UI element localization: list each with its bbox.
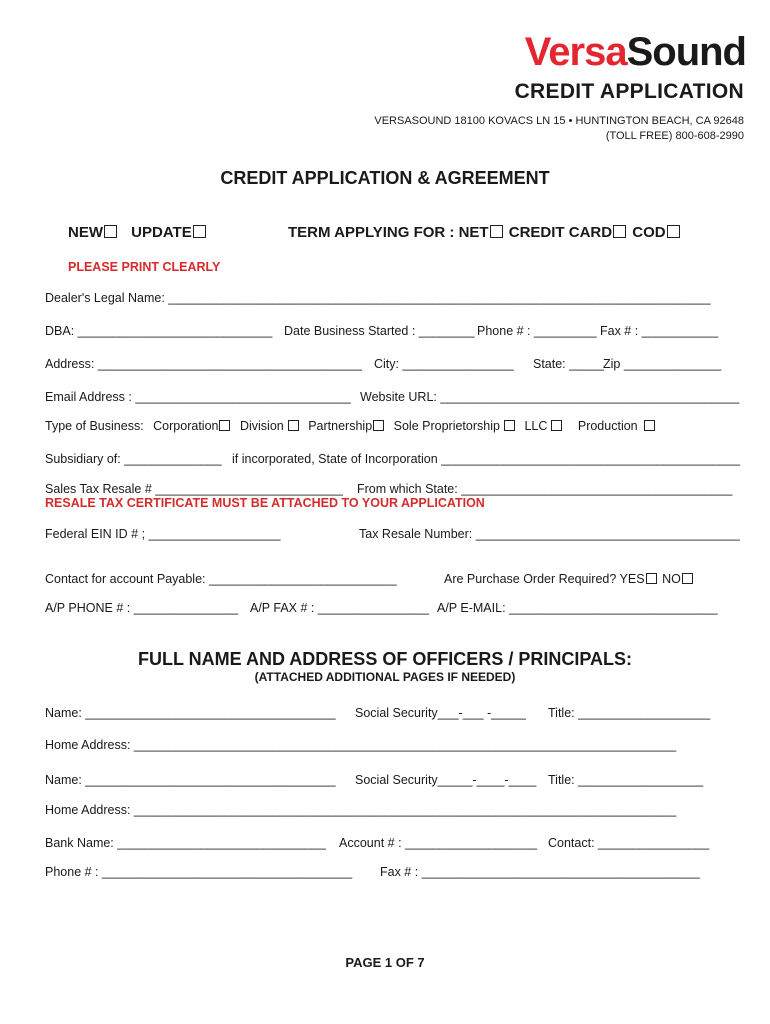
- date-started-field[interactable]: Date Business Started : ________: [284, 324, 475, 338]
- cod-checkbox[interactable]: [667, 225, 680, 238]
- division-checkbox[interactable]: [288, 420, 299, 431]
- llc-label: LLC: [524, 419, 548, 433]
- resale-certificate-note: RESALE TAX CERTIFICATE MUST BE ATTACHED TO YOUR APPLICATION: [45, 496, 485, 510]
- bank-phone-field[interactable]: Phone # : ____________________________________: [45, 865, 353, 879]
- tax-resale-number-field[interactable]: Tax Resale Number: ______________________________________: [359, 527, 740, 541]
- po-no-checkbox[interactable]: [682, 573, 693, 584]
- bank-contact-field[interactable]: Contact: ________________: [548, 836, 710, 850]
- contact-ap-field[interactable]: Contact for account Payable: ___________________________: [45, 572, 397, 586]
- llc-checkbox[interactable]: [551, 420, 562, 431]
- partnership-label: Partnership: [308, 419, 373, 433]
- fax-field[interactable]: Fax # : ___________: [600, 324, 719, 338]
- corporation-label: Corporation: [153, 419, 219, 433]
- bank-name-field[interactable]: Bank Name: ______________________________: [45, 836, 326, 850]
- business-type-label: Type of Business:: [45, 419, 144, 433]
- page-title: CREDIT APPLICATION & AGREEMENT: [220, 168, 550, 188]
- credit-card-label: CREDIT CARD: [508, 224, 613, 241]
- production-label: Production: [577, 419, 638, 433]
- subsidiary-field[interactable]: Subsidiary of: ______________: [45, 452, 222, 466]
- po-required-row: [444, 572, 693, 586]
- officers-section-subtitle: (ATTACHED ADDITIONAL PAGES IF NEEDED): [254, 670, 516, 684]
- term-row: [288, 224, 680, 241]
- logo-versa: Versa: [524, 30, 627, 74]
- ap-fax-field[interactable]: A/P FAX # : ________________: [250, 601, 430, 615]
- officer1-title-field[interactable]: Title: ___________________: [548, 706, 711, 720]
- sales-tax-resale-field[interactable]: Sales Tax Resale # ___________________________: [45, 482, 343, 496]
- ap-email-field[interactable]: A/P E-MAIL: ______________________________: [437, 601, 718, 615]
- officer2-home-address-field[interactable]: Home Address: ______________________________________________________________________________: [45, 803, 677, 817]
- new-option: [68, 224, 206, 241]
- city-field[interactable]: City: ________________: [374, 357, 514, 371]
- address-field[interactable]: Address: ______________________________________: [45, 357, 362, 371]
- net-checkbox[interactable]: [490, 225, 503, 238]
- sole-proprietorship-checkbox[interactable]: [504, 420, 515, 431]
- bank-account-field[interactable]: Account # : ___________________: [339, 836, 538, 850]
- po-yes-checkbox[interactable]: [646, 573, 657, 584]
- update-label: UPDATE: [131, 224, 192, 241]
- from-which-state-field[interactable]: From which State: _______________________________________: [357, 482, 733, 496]
- ap-phone-field[interactable]: A/P PHONE # : _______________: [45, 601, 238, 615]
- officer1-name-field[interactable]: Name: ____________________________________: [45, 706, 336, 720]
- term-label: TERM APPLYING FOR : NET: [288, 224, 489, 241]
- officer2-name-field[interactable]: Name: ____________________________________: [45, 773, 336, 787]
- sole-proprietorship-label: Sole Proprietorship: [393, 419, 500, 433]
- state-field[interactable]: State: _____: [533, 357, 604, 371]
- company-phone: (TOLL FREE) 800-608-2990: [605, 130, 744, 142]
- dba-field[interactable]: DBA: ____________________________: [45, 324, 273, 338]
- po-no-label: NO: [662, 572, 681, 586]
- division-label: Division: [239, 419, 284, 433]
- page-number: PAGE 1 OF 7: [345, 955, 425, 970]
- partnership-checkbox[interactable]: [373, 420, 384, 431]
- update-checkbox[interactable]: [193, 225, 206, 238]
- business-type-row: [45, 419, 655, 433]
- bank-fax-field[interactable]: Fax # : ________________________________________: [380, 865, 700, 879]
- phone-field[interactable]: Phone # : _________: [477, 324, 597, 338]
- officer1-home-address-field[interactable]: Home Address: ______________________________________________________________________________: [45, 738, 677, 752]
- cod-label: COD: [632, 224, 666, 241]
- website-field[interactable]: Website URL: ___________________________________________: [360, 390, 740, 404]
- officer2-ssn-field[interactable]: Social Security_____-____-____: [355, 773, 537, 787]
- company-address: VERSASOUND 18100 KOVACS LN 15 • HUNTINGTON BEACH, CA 92648: [374, 115, 744, 127]
- dealer-legal-name-field[interactable]: Dealer's Legal Name: ______________________________________________________________________________: [45, 291, 711, 305]
- corporation-checkbox[interactable]: [219, 420, 230, 431]
- versasound-logo: [525, 32, 746, 72]
- credit-card-checkbox[interactable]: [613, 225, 626, 238]
- logo-sound: Sound: [626, 30, 746, 74]
- state-of-incorporation-field[interactable]: if incorporated, State of Incorporation ___________________________________________: [232, 452, 741, 466]
- new-label: NEW: [68, 224, 103, 241]
- zip-field[interactable]: Zip ______________: [603, 357, 722, 371]
- po-required-label: Are Purchase Order Required? YES: [444, 572, 645, 586]
- officer2-title-field[interactable]: Title: __________________: [548, 773, 704, 787]
- federal-ein-field[interactable]: Federal EIN ID # ; ___________________: [45, 527, 281, 541]
- print-clearly-note: PLEASE PRINT CLEARLY: [68, 260, 221, 274]
- officers-section-title: FULL NAME AND ADDRESS OF OFFICERS / PRINCIPALS:: [137, 649, 632, 669]
- production-checkbox[interactable]: [644, 420, 655, 431]
- new-checkbox[interactable]: [104, 225, 117, 238]
- email-field[interactable]: Email Address : _______________________________: [45, 390, 351, 404]
- officer1-ssn-field[interactable]: Social Security___-___ -_____: [355, 706, 526, 720]
- credit-application-subtitle: CREDIT APPLICATION: [514, 80, 744, 103]
